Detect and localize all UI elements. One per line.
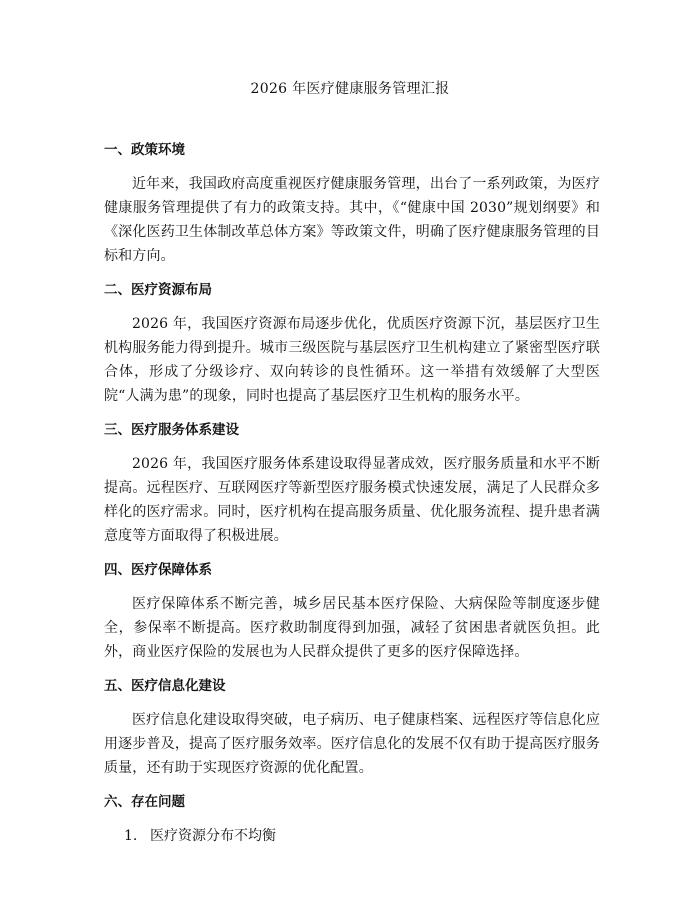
section-heading: 五、医疗信息化建设 xyxy=(104,678,226,694)
section-paragraph: 2026 年，我国医疗资源布局逐步优化，优质医疗资源下沉，基层医疗卫生机构服务能力得到提升。城市三级医院与基层医疗卫生机构建立了紧密型医疗联合体，形成了分级诊疗、双向转诊的良性循环。这一举措有效缓解了大型医院“人满为患”的现象，同时也提高了基层医疗卫生机构的服务水平。 xyxy=(104,316,600,404)
section-medical-informatization xyxy=(104,676,600,780)
section-policy-environment xyxy=(104,140,600,268)
section-paragraph: 2026 年，我国医疗服务体系建设取得显著成效，医疗服务质量和水平不断提高。远程医疗、互联网医疗等新型医疗服务模式快速发展，满足了人民群众多样化的医疗需求。同时，医疗机构在提高服务质量、优化服务流程、提升患者满意度等方面取得了积极进展。 xyxy=(104,456,600,544)
section-heading: 三、医疗服务体系建设 xyxy=(104,422,239,438)
document-body xyxy=(104,140,600,848)
section-paragraph: 近年来，我国政府高度重视医疗健康服务管理，出台了一系列政策，为医疗健康服务管理提供了有力的政策支持。其中，《“健康中国 2030”规划纲要》和《深化医药卫生体制改革总体方案》等政策文件，明确了医疗健康服务管理的目标和方向。 xyxy=(104,176,600,264)
section-medical-security-system xyxy=(104,560,600,664)
list-item-text: 医疗资源分布不均衡 xyxy=(150,828,276,844)
section-heading: 二、医疗资源布局 xyxy=(104,282,212,298)
problem-list xyxy=(104,824,600,848)
section-heading: 六、存在问题 xyxy=(104,794,185,810)
list-item-number: 1. xyxy=(124,828,138,844)
section-existing-problems xyxy=(104,792,600,848)
document-title: 2026 年医疗健康服务管理汇报 xyxy=(250,81,450,97)
section-medical-resource-layout xyxy=(104,280,600,408)
list-item xyxy=(104,824,600,848)
section-medical-service-system xyxy=(104,420,600,548)
section-paragraph: 医疗信息化建设取得突破，电子病历、电子健康档案、远程医疗等信息化应用逐步普及，提高了医疗服务效率。医疗信息化的发展不仅有助于提高医疗服务质量，还有助于实现医疗资源的优化配置。 xyxy=(104,712,600,776)
section-paragraph: 医疗保障体系不断完善，城乡居民基本医疗保险、大病保险等制度逐步健全，参保率不断提高。医疗救助制度得到加强，减轻了贫困患者就医负担。此外，商业医疗保险的发展也为人民群众提供了更多的医疗保障选择。 xyxy=(104,596,600,660)
section-heading: 四、医疗保障体系 xyxy=(104,562,212,578)
section-heading: 一、政策环境 xyxy=(104,142,185,158)
